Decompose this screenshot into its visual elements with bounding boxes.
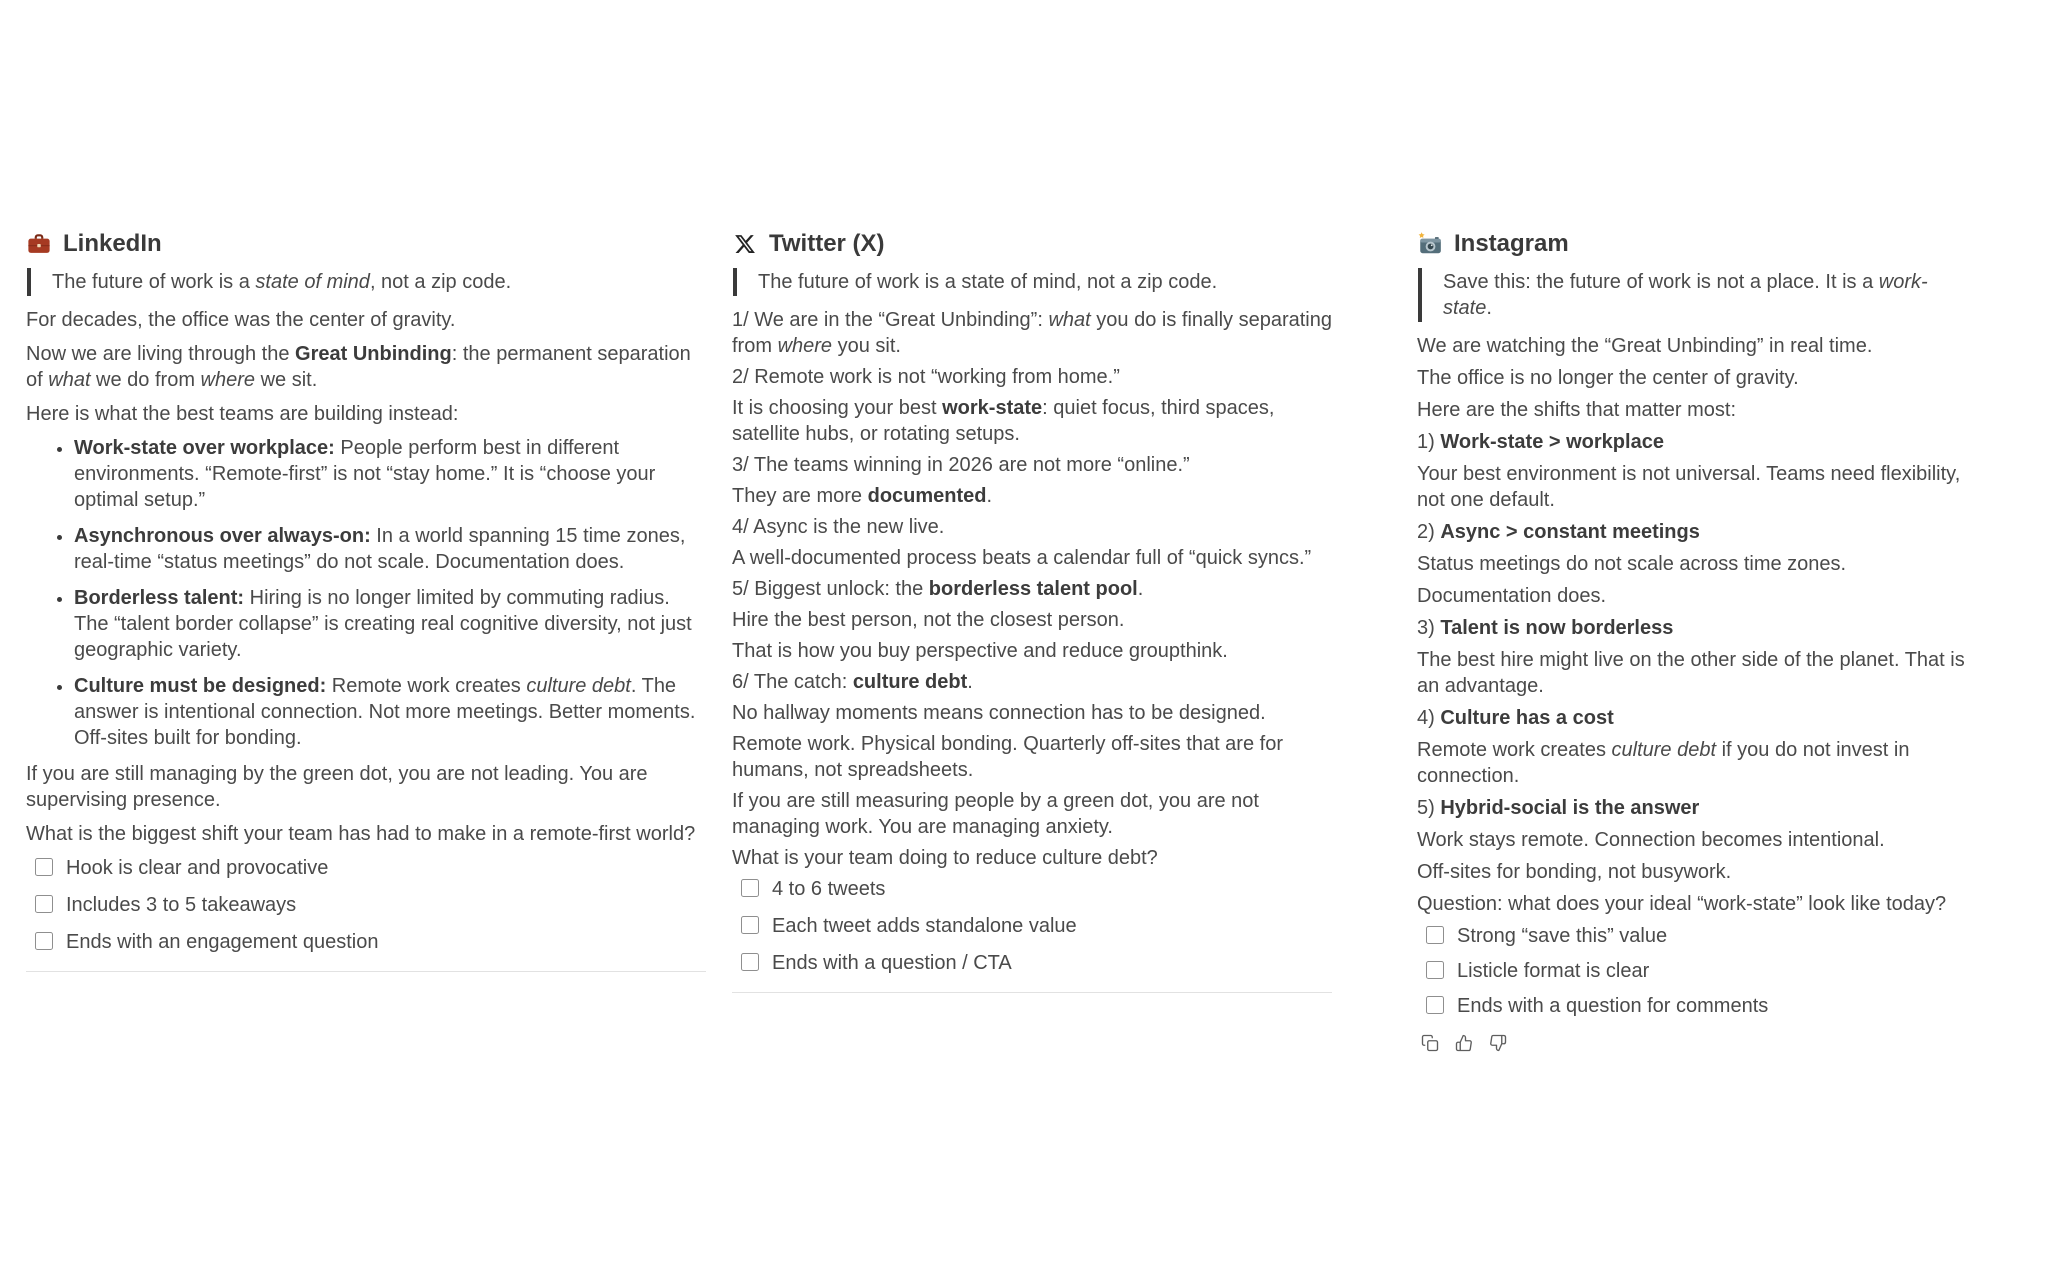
text-run: if you do not invest in connection. bbox=[1417, 739, 1910, 787]
column-heading-linkedin bbox=[26, 228, 706, 260]
text-run: Here are the shifts that matter most: bbox=[1417, 399, 1737, 421]
text-run: 4) bbox=[1417, 707, 1441, 729]
text-run: state of mind bbox=[255, 271, 370, 293]
text-run: Borderless talent: bbox=[74, 587, 245, 609]
briefcase-icon bbox=[26, 231, 52, 257]
thumbs-up-icon bbox=[1455, 1034, 1473, 1052]
text-run: If you are still measuring people by a green dot, you are not managing work. You are managing anxiety. bbox=[732, 790, 1259, 838]
paragraph bbox=[1417, 891, 1973, 917]
paragraph bbox=[26, 401, 706, 427]
paragraph bbox=[1417, 737, 1973, 789]
text-run: Hybrid-social is the answer bbox=[1440, 797, 1700, 819]
paragraph bbox=[732, 607, 1332, 633]
text-run: : the permanent separation of bbox=[26, 343, 691, 391]
text-run: They are more bbox=[732, 485, 868, 507]
paragraph bbox=[732, 669, 1332, 695]
column-heading-twitter bbox=[732, 228, 1332, 260]
paragraph bbox=[1417, 429, 1973, 455]
paragraph bbox=[732, 576, 1332, 602]
todo-label: Ends with a question for comments bbox=[1457, 995, 1769, 1017]
text-run: People perform best in different environments. “Remote-first” is not “stay home.” It is “choose your optimal setup.” bbox=[74, 437, 656, 511]
text-run: Remote work creates bbox=[1417, 739, 1612, 761]
text-run: Here is what the best teams are building instead: bbox=[26, 403, 459, 425]
text-run: 6/ The catch: bbox=[732, 671, 853, 693]
text-run: 1/ We are in the “Great Unbinding”: bbox=[732, 309, 1049, 331]
text-run: culture debt bbox=[1611, 739, 1717, 761]
text-run: The best hire might live on the other side of the planet. That is an advantage. bbox=[1417, 649, 1965, 697]
todo-checkbox[interactable] bbox=[1426, 996, 1444, 1014]
bullet-list bbox=[26, 435, 706, 751]
column-body bbox=[26, 268, 706, 972]
paragraph bbox=[1417, 647, 1973, 699]
text-run: . bbox=[1486, 297, 1492, 319]
column-title: Twitter (X) bbox=[769, 230, 885, 257]
todo-item bbox=[35, 892, 706, 918]
paragraph bbox=[732, 307, 1332, 359]
text-run: culture debt bbox=[526, 675, 631, 697]
paragraph bbox=[732, 638, 1332, 664]
todo-item bbox=[35, 929, 706, 955]
paragraph bbox=[732, 395, 1332, 447]
paragraph bbox=[732, 452, 1332, 478]
text-run: We are watching the “Great Unbinding” in real time. bbox=[1417, 335, 1873, 357]
text-run: work-state bbox=[942, 397, 1043, 419]
text-run: where bbox=[777, 335, 833, 357]
paragraph bbox=[1417, 461, 1973, 513]
text-run: . The answer is intentional connection. Not more meetings. Better moments. Off-sites built for bonding. bbox=[74, 675, 696, 749]
paragraph bbox=[732, 364, 1332, 390]
text-run: 5) bbox=[1417, 797, 1441, 819]
paragraph bbox=[26, 821, 706, 847]
text-run: : quiet focus, third spaces, satellite hubs, or rotating setups. bbox=[732, 397, 1275, 445]
x-logo-icon bbox=[732, 231, 758, 257]
copy-button[interactable] bbox=[1420, 1033, 1440, 1053]
text-run: In a world spanning 15 time zones, real-time “status meetings” do not scale. Documentation does. bbox=[74, 525, 686, 573]
paragraph bbox=[732, 788, 1332, 840]
text-run: 4/ Async is the new live. bbox=[732, 516, 945, 538]
text-run: Hire the best person, not the closest person. bbox=[732, 609, 1125, 631]
paragraph bbox=[26, 761, 706, 813]
todo-checkbox[interactable] bbox=[35, 895, 53, 913]
quote-block bbox=[1418, 268, 1973, 322]
column-body bbox=[732, 268, 1332, 993]
paragraph bbox=[1417, 615, 1973, 641]
text-run: Work stays remote. Connection becomes intentional. bbox=[1417, 829, 1885, 851]
text-run: Status meetings do not scale across time zones. bbox=[1417, 553, 1847, 575]
text-run: Off-sites for bonding, not busywork. bbox=[1417, 861, 1732, 883]
todo-checkbox[interactable] bbox=[35, 858, 53, 876]
text-run: 3/ The teams winning in 2026 are not more “online.” bbox=[732, 454, 1190, 476]
paragraph bbox=[732, 514, 1332, 540]
paragraph bbox=[1417, 705, 1973, 731]
text-run: . bbox=[967, 671, 973, 693]
text-run: Save this: the future of work is not a place. It is a bbox=[1443, 271, 1879, 293]
text-run: Work-state over workplace: bbox=[74, 437, 335, 459]
paragraph bbox=[1417, 519, 1973, 545]
paragraph bbox=[1417, 551, 1973, 577]
paragraph bbox=[1417, 365, 1973, 391]
todo-label: Listicle format is clear bbox=[1457, 960, 1650, 982]
todo-label: Each tweet adds standalone value bbox=[772, 915, 1077, 937]
todo-checkbox[interactable] bbox=[741, 916, 759, 934]
text-run: Async > constant meetings bbox=[1440, 521, 1700, 543]
text-run: The future of work is a bbox=[52, 271, 256, 293]
text-run: 5/ Biggest unlock: the bbox=[732, 578, 929, 600]
column-title: LinkedIn bbox=[63, 230, 162, 257]
thumbs-up-button[interactable] bbox=[1454, 1033, 1474, 1053]
todo-checkbox[interactable] bbox=[741, 953, 759, 971]
column-linkedin bbox=[26, 228, 706, 972]
text-run: Your best environment is not universal. Teams need flexibility, not one default. bbox=[1417, 463, 1961, 511]
bullet-item bbox=[74, 585, 706, 663]
todo-item bbox=[741, 876, 1332, 902]
text-run: Great Unbinding bbox=[295, 343, 452, 365]
paragraph bbox=[1417, 333, 1973, 359]
text-run: Talent is now borderless bbox=[1440, 617, 1674, 639]
column-title: Instagram bbox=[1454, 230, 1569, 257]
text-run: . bbox=[986, 485, 993, 507]
paragraph bbox=[732, 731, 1332, 783]
copy-icon bbox=[1421, 1034, 1439, 1052]
todo-item bbox=[1426, 993, 1973, 1019]
text-run: Documentation does. bbox=[1417, 585, 1607, 607]
text-run: , not a zip code. bbox=[369, 271, 512, 293]
paragraph bbox=[1417, 795, 1973, 821]
bullet-item bbox=[74, 435, 706, 513]
text-run: The office is no longer the center of gravity. bbox=[1417, 367, 1799, 389]
todo-label: Ends with an engagement question bbox=[66, 931, 379, 953]
text-run: Culture must be designed: bbox=[74, 675, 327, 697]
todo-checkbox[interactable] bbox=[741, 879, 759, 897]
paragraph bbox=[1417, 827, 1973, 853]
text-run: For decades, the office was the center of gravity. bbox=[26, 309, 456, 331]
text-run: Asynchronous over always-on: bbox=[74, 525, 371, 547]
quote-block bbox=[733, 268, 1332, 296]
todo-item bbox=[741, 950, 1332, 976]
text-run: No hallway moments means connection has to be designed. bbox=[732, 702, 1266, 724]
camera-icon bbox=[1417, 231, 1443, 257]
column-body bbox=[1417, 268, 1973, 1019]
thumbs-down-icon bbox=[1489, 1034, 1507, 1052]
paragraph bbox=[1417, 583, 1973, 609]
todo-item bbox=[1426, 958, 1973, 984]
todo-item bbox=[35, 855, 706, 881]
todo-label: 4 to 6 tweets bbox=[772, 878, 886, 900]
thumbs-down-button[interactable] bbox=[1488, 1033, 1508, 1053]
text-run: you do is finally separating from bbox=[732, 309, 1332, 357]
todo-checkbox[interactable] bbox=[1426, 926, 1444, 944]
paragraph bbox=[1417, 859, 1973, 885]
text-run: Question: what does your ideal “work-state” look like today? bbox=[1417, 893, 1947, 915]
text-run: we sit. bbox=[255, 369, 318, 391]
text-run: where bbox=[200, 369, 256, 391]
column-instagram bbox=[1417, 228, 1973, 1053]
text-run: culture debt bbox=[852, 671, 968, 693]
text-run: you sit. bbox=[832, 335, 901, 357]
text-run: borderless talent pool bbox=[928, 578, 1138, 600]
text-run: . bbox=[1137, 578, 1144, 600]
todo-checkbox[interactable] bbox=[1426, 961, 1444, 979]
text-run: A well-documented process beats a calendar full of “quick syncs.” bbox=[732, 547, 1312, 569]
divider bbox=[732, 992, 1332, 993]
column-heading-instagram bbox=[1417, 228, 1973, 260]
paragraph bbox=[732, 483, 1332, 509]
divider bbox=[26, 971, 706, 972]
todo-label: Hook is clear and provocative bbox=[66, 857, 329, 879]
paragraph bbox=[732, 700, 1332, 726]
text-run: what bbox=[1048, 309, 1091, 331]
text-run: Remote work. Physical bonding. Quarterly off-sites that are for humans, not spreadsheets. bbox=[732, 733, 1283, 781]
text-run: The future of work is a state of mind, not a zip code. bbox=[758, 271, 1218, 293]
paragraph bbox=[26, 341, 706, 393]
text-run: It is choosing your best bbox=[732, 397, 943, 419]
todo-item bbox=[1426, 923, 1973, 949]
text-run: documented bbox=[867, 485, 987, 507]
text-run: 2) bbox=[1417, 521, 1441, 543]
quote-block bbox=[27, 268, 706, 296]
bullet-item bbox=[74, 523, 706, 575]
bullet-item bbox=[74, 673, 706, 751]
todo-label: Includes 3 to 5 takeaways bbox=[66, 894, 297, 916]
text-run: 3) bbox=[1417, 617, 1441, 639]
text-run: Now we are living through the bbox=[26, 343, 296, 365]
paragraph bbox=[26, 307, 706, 333]
text-run: we do from bbox=[90, 369, 201, 391]
text-run: 2/ Remote work is not “working from home.” bbox=[732, 366, 1120, 388]
text-run: What is your team doing to reduce culture debt? bbox=[732, 847, 1158, 869]
message-actions bbox=[1420, 1033, 1973, 1053]
paragraph bbox=[732, 845, 1332, 871]
todo-checkbox[interactable] bbox=[35, 932, 53, 950]
text-run: Hiring is no longer limited by commuting radius. The “talent border collapse” is creating real cognitive diversity, not just geographic variety. bbox=[74, 587, 692, 661]
text-run: Remote work creates bbox=[326, 675, 527, 697]
todo-label: Ends with a question / CTA bbox=[772, 952, 1012, 974]
todo-label: Strong “save this” value bbox=[1457, 925, 1668, 947]
text-run: What is the biggest shift your team has had to make in a remote-first world? bbox=[26, 823, 696, 845]
paragraph bbox=[1417, 397, 1973, 423]
text-run: That is how you buy perspective and reduce groupthink. bbox=[732, 640, 1228, 662]
paragraph bbox=[732, 545, 1332, 571]
todo-item bbox=[741, 913, 1332, 939]
text-run: what bbox=[48, 369, 91, 391]
text-run: work-state bbox=[1443, 271, 1928, 319]
text-run: If you are still managing by the green dot, you are not leading. You are supervising presence. bbox=[26, 763, 648, 811]
column-twitter bbox=[732, 228, 1332, 993]
text-run: Culture has a cost bbox=[1440, 707, 1614, 729]
text-run: 1) bbox=[1417, 431, 1441, 453]
text-run: Work-state > workplace bbox=[1440, 431, 1664, 453]
